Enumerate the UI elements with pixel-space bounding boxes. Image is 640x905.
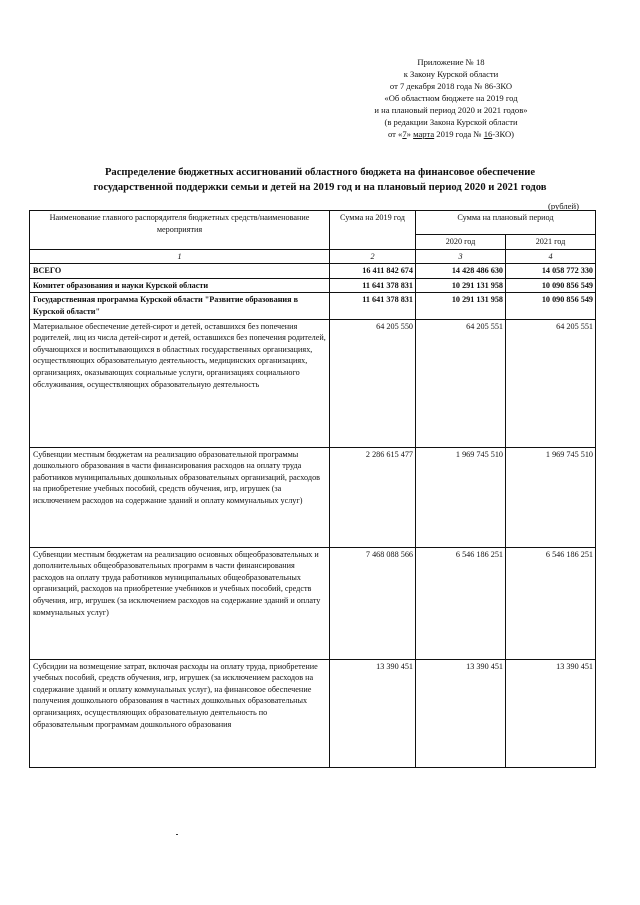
row-value-2020: 14 428 486 630	[416, 264, 506, 279]
row-name: Материальное обеспечение детей-сирот и детей, оставшихся без попечения родителей, лиц из числа детей-сирот и детей, оставшихся без попечения родителей, обучающихся и воспитывающихся в областных государственных организациях, осуществляющих образовательную деятельность, медицинских организациях, организациях, оказывающих социальные услуги, организациях социального обслуживания, осуществляющих образовательную деятельность	[30, 319, 330, 447]
column-number: 1	[30, 249, 330, 264]
header-2021: 2021 год	[506, 235, 596, 250]
table-row	[30, 319, 596, 447]
row-value-2020: 64 205 551	[416, 319, 506, 447]
table-row	[30, 447, 596, 547]
scan-speck	[176, 834, 178, 835]
appendix-revision-date	[356, 128, 546, 140]
row-name: Субсидии на возмещение затрат, включая расходы на оплату труда, приобретение учебных пособий, средств обучения, игр, игрушек (за исключением расходов на содержание зданий и оплату коммунальных услуг), на финансовое обеспечение получения дошкольного образования в частных дошкольных образовательных организациях, осуществляющих образовательную деятельность по образовательным программам дошкольного образования	[30, 659, 330, 767]
document-title	[40, 165, 600, 195]
table-row	[30, 659, 596, 767]
row-value-2019: 16 411 842 674	[330, 264, 416, 279]
row-value-2021: 1 969 745 510	[506, 447, 596, 547]
appendix-law-title: «Об областном бюджете на 2019 год	[384, 93, 518, 103]
row-name: Государственная программа Курской области "Развитие образования в Курской области"	[30, 293, 330, 319]
appendix-law-ref: к Закону Курской области	[403, 69, 499, 79]
column-number: 4	[506, 249, 596, 264]
table-row	[30, 278, 596, 293]
row-value-2021: 10 090 856 549	[506, 293, 596, 319]
appendix-law-date: от 7 декабря 2018 года № 86-ЗКО	[389, 81, 513, 91]
revision-text: -ЗКО)	[492, 129, 515, 139]
appendix-law-period: и на плановый период 2020 и 2021 годов»	[374, 105, 528, 115]
header-name: Наименование главного распорядителя бюджетных средств/наименование мероприятия	[30, 211, 330, 250]
row-value-2019: 2 286 615 477	[330, 447, 416, 547]
revision-text: 2019 года №	[434, 129, 484, 139]
row-value-2021: 10 090 856 549	[506, 278, 596, 293]
row-value-2019: 11 641 378 831	[330, 293, 416, 319]
row-value-2019: 7 468 088 566	[330, 547, 416, 659]
title-line: государственной поддержки семьи и детей на 2019 год и на плановый период 2020 и 2021 годов	[93, 182, 547, 193]
row-value-2021: 6 546 186 251	[506, 547, 596, 659]
column-number: 2	[330, 249, 416, 264]
row-value-2020: 10 291 131 958	[416, 278, 506, 293]
revision-month: марта	[413, 129, 435, 139]
row-value-2020: 1 969 745 510	[416, 447, 506, 547]
header-2020: 2020 год	[416, 235, 506, 250]
table-row	[30, 264, 596, 279]
appendix-number: Приложение № 18	[417, 57, 485, 67]
row-value-2020: 10 291 131 958	[416, 293, 506, 319]
row-value-2021: 14 058 772 330	[506, 264, 596, 279]
revision-text: »	[406, 129, 414, 139]
appendix-revision: (в редакции Закона Курской области	[384, 117, 518, 127]
header-planned: Сумма на плановый период	[416, 211, 596, 235]
revision-number: 16	[483, 129, 493, 139]
row-value-2019: 13 390 451	[330, 659, 416, 767]
table-row	[30, 547, 596, 659]
header-sum-2019: Сумма на 2019 год	[330, 211, 416, 250]
column-number: 3	[416, 249, 506, 264]
row-value-2021: 64 205 551	[506, 319, 596, 447]
row-name: Комитет образования и науки Курской области	[30, 278, 330, 293]
row-name: ВСЕГО	[30, 264, 330, 279]
row-value-2021: 13 390 451	[506, 659, 596, 767]
budget-table	[29, 210, 596, 768]
row-value-2019: 64 205 550	[330, 319, 416, 447]
units-label: (рублей)	[548, 201, 579, 211]
title-line: Распределение бюджетных ассигнований областного бюджета на финансовое обеспечение	[104, 167, 536, 178]
table-row	[30, 293, 596, 319]
row-name: Субвенции местным бюджетам на реализацию образовательной программы дошкольного образования в части финансирования расходов на оплату труда работников муниципальных дошкольных образовательных организаций, расходов на приобретение учебных пособий, средств обучения, игр, игрушек (за исключением расходов на содержание зданий и оплату коммунальных услуг)	[30, 447, 330, 547]
revision-text: от «	[387, 129, 403, 139]
row-name: Субвенции местным бюджетам на реализацию основных общеобразовательных и дополнительных общеобразовательных программ в части финансирования расходов на оплату труда работников муниципальных общеобразовательных организаций, расходов на приобретение учебников и учебных пособий, средств обучения, игр, игрушек (за исключением расходов на содержание зданий и оплату коммунальных услуг)	[30, 547, 330, 659]
revision-day: 7	[402, 129, 407, 139]
row-value-2019: 11 641 378 831	[330, 278, 416, 293]
row-value-2020: 13 390 451	[416, 659, 506, 767]
appendix-block	[356, 56, 546, 140]
row-value-2020: 6 546 186 251	[416, 547, 506, 659]
